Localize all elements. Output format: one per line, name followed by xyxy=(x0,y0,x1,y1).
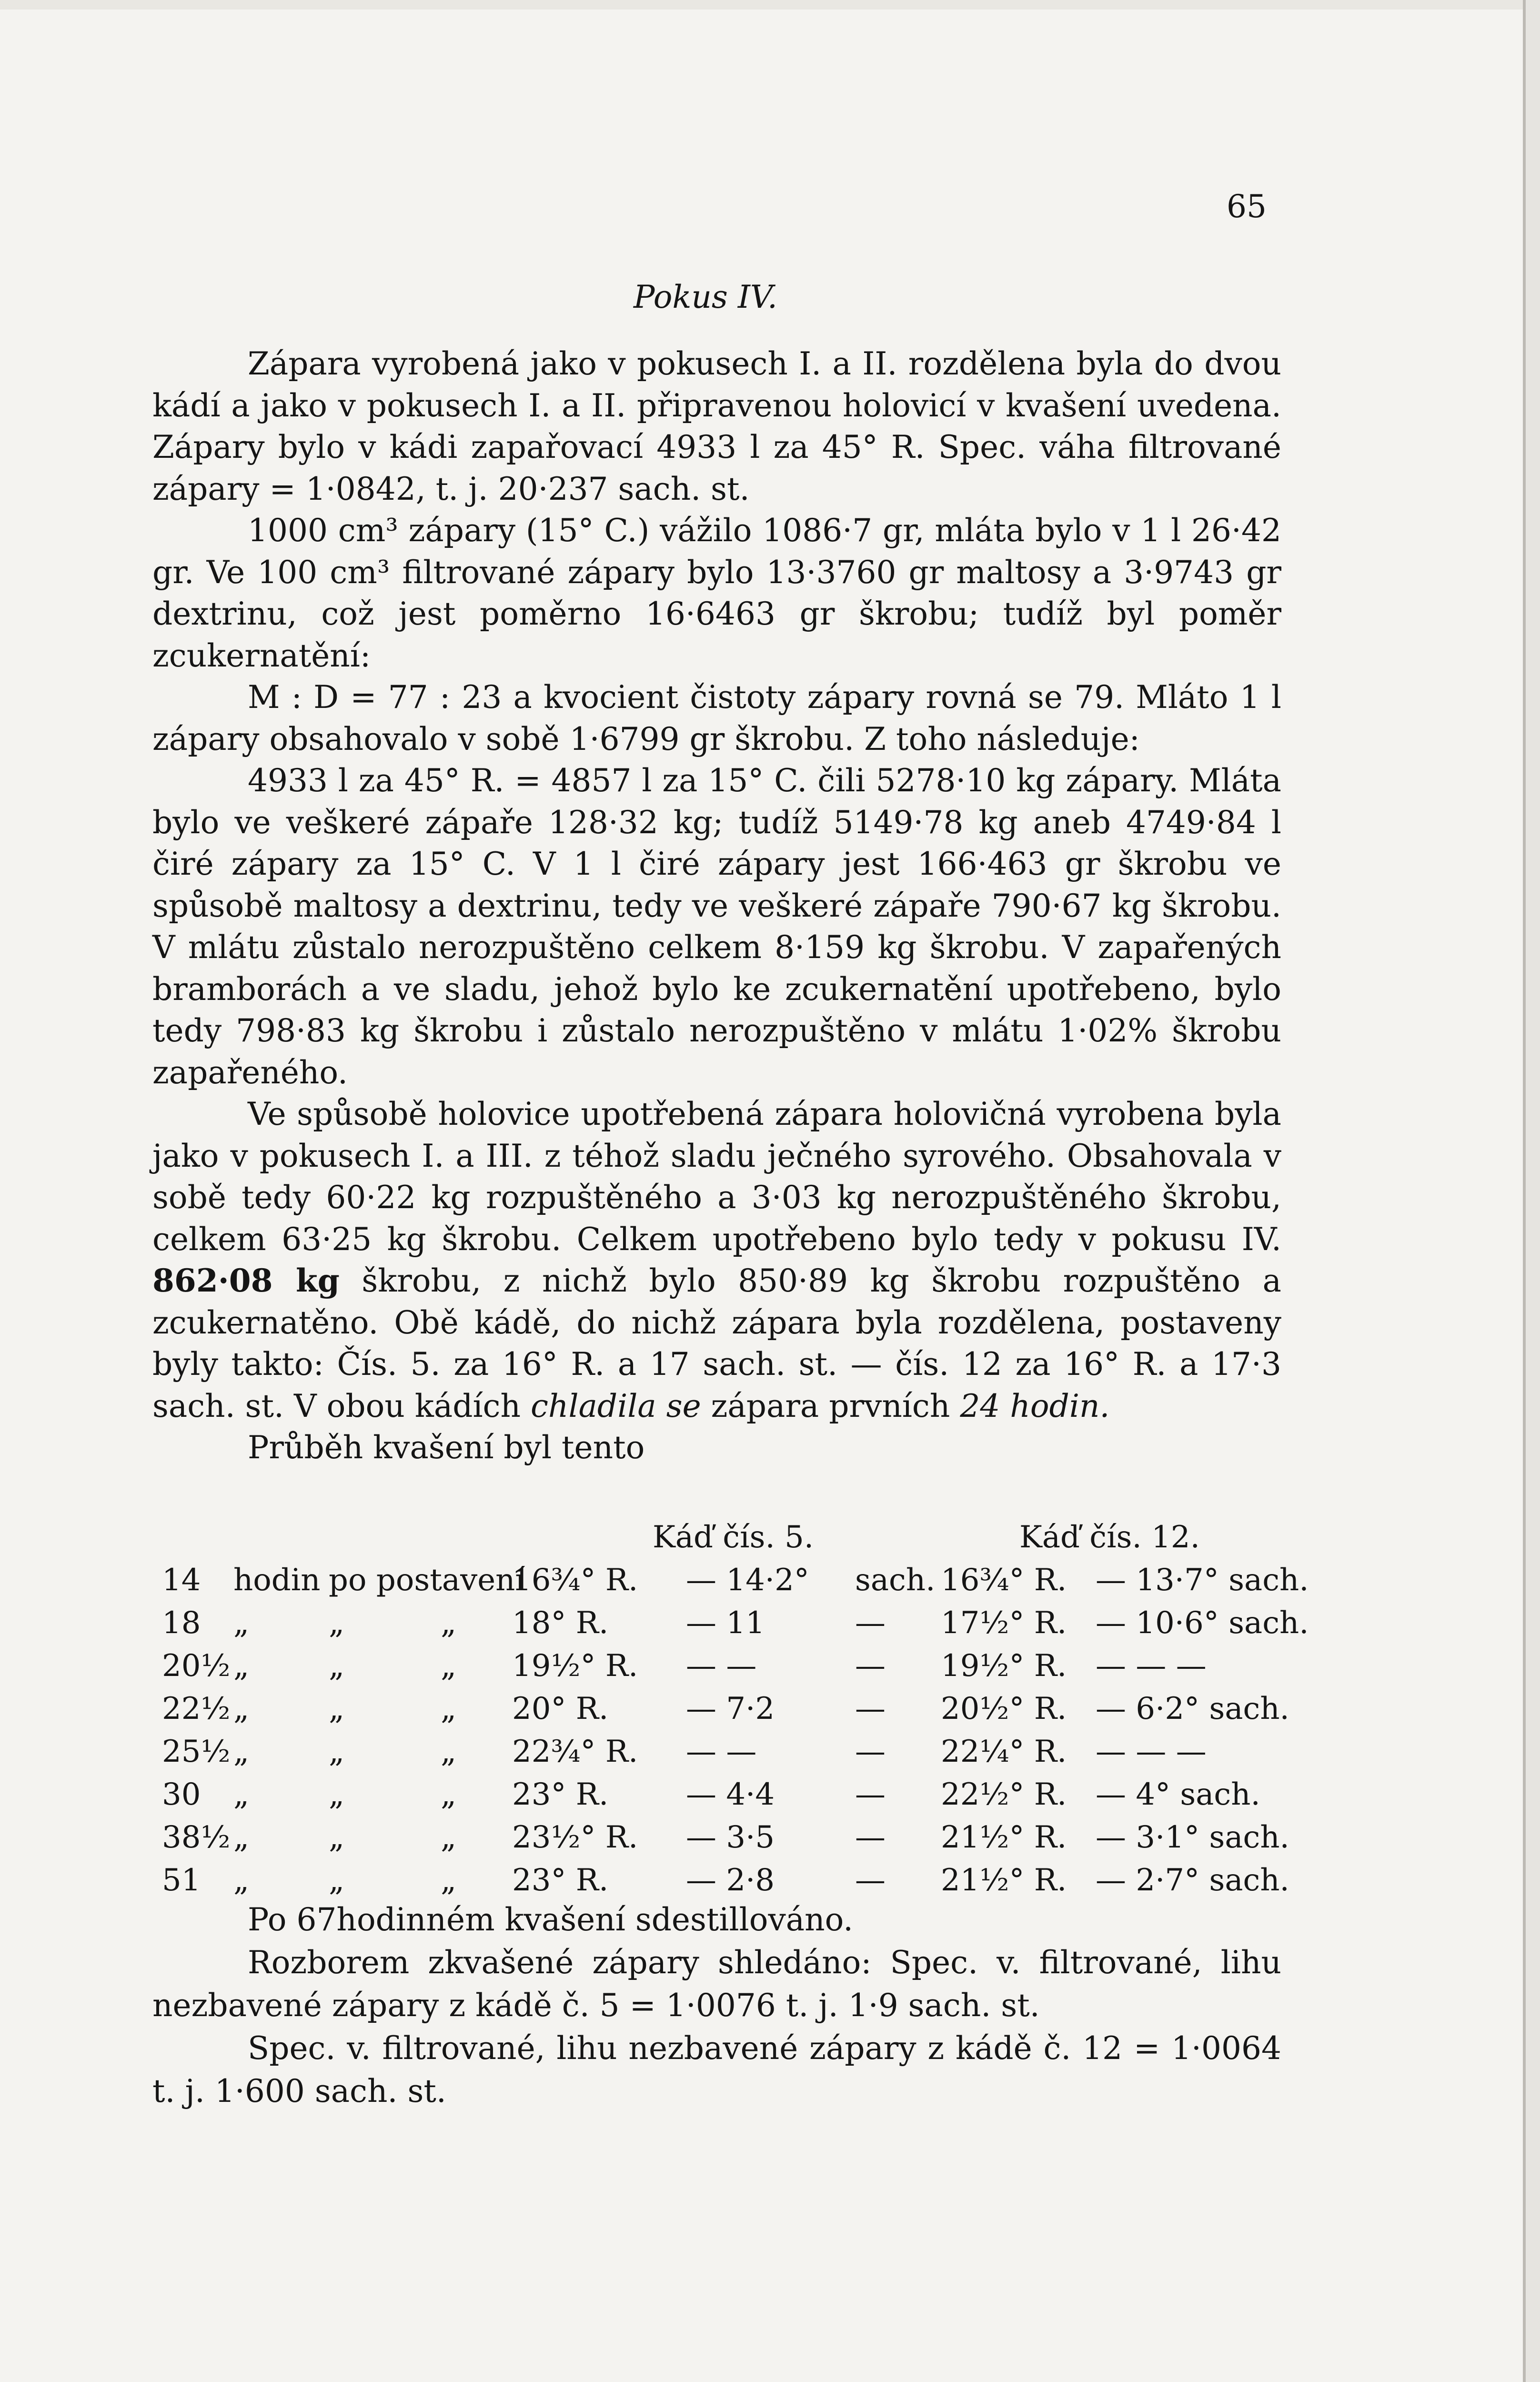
table-cell-d1: „ xyxy=(233,1691,250,1726)
table-cell-d1: „ xyxy=(233,1820,250,1855)
paragraph-5-part3: zápara prvních xyxy=(701,1387,960,1424)
table-cell-u5: — xyxy=(855,1777,886,1812)
page-right-edge xyxy=(1523,0,1540,2382)
table-cell-s12: — 3·1° sach. xyxy=(1096,1820,1289,1855)
header-vat-5: Káď čís. 5. xyxy=(653,1520,814,1555)
table-cell-time: 22½ xyxy=(162,1691,231,1726)
table-cell-t12: 22½° R. xyxy=(941,1777,1067,1812)
table-cell-d3: „ xyxy=(441,1863,457,1898)
table-cell-d1: „ xyxy=(233,1863,250,1898)
table-row xyxy=(162,1605,1309,1648)
table-cell-t5: 23° R. xyxy=(512,1777,609,1812)
table-cell-d3: „ xyxy=(441,1648,457,1684)
table-intro: Průběh kvašení byl tento xyxy=(248,1429,645,1466)
table-cell-t12: 16¾° R. xyxy=(941,1563,1067,1598)
table-cell-u5: — xyxy=(855,1820,886,1855)
paragraph-5-part2: škrobu, z nichž bylo 850·89 kg škrobu rozpuštěno a zcukernatěno. Obě kádě, do nichž zápara byla rozdělena, postaveny byly takto: Čís. 5. za 16° R. a 17 sach. st. — čís. 12 za 16° R. a 17·3 sach. st. V obou kádích xyxy=(152,1262,1281,1424)
table-cell-s12: — 13·7° sach. xyxy=(1096,1563,1309,1598)
table-cell-d1: „ xyxy=(233,1605,250,1641)
table-cell-time: 20½ xyxy=(162,1648,231,1684)
table-row xyxy=(162,1820,1291,1863)
table-row xyxy=(162,1734,1291,1777)
table-cell-u5: — xyxy=(855,1734,886,1769)
header-vat-12: Káď čís. 12. xyxy=(1019,1520,1200,1555)
paragraph-5-bold: 862·08 kg xyxy=(152,1262,340,1299)
table-cell-d2: „ xyxy=(329,1605,345,1641)
paragraph-5 xyxy=(152,1093,1281,1427)
table-cell-time: 51 xyxy=(162,1863,201,1898)
table-cell-s12: — 10·6° sach. xyxy=(1096,1605,1309,1641)
paragraph-5-part1: Ve spůsobě holovice upotřebená zápara holovičná vyrobena byla jako v pokusech I. a III. z téhož sladu ječného syrového. Obsahovala v sobě tedy 60·22 kg rozpuštěného a 3·03 kg nerozpuštěného škrobu, celkem 63·25 kg škrobu. Celkem upotřebeno bylo tedy v pokusu IV. xyxy=(152,1096,1281,1258)
paragraph-2: 1000 cm³ zápary (15° C.) vážilo 1086·7 gr, mláta bylo v 1 l 26·42 gr. Ve 100 cm³ filtrované zápary bylo 13·3760 gr maltosy a 3·9743 gr dextrinu, což jest poměrno 16·6463 gr škrobu; tudíž byl poměr zcukernatění: xyxy=(152,512,1281,674)
closing-paragraph-3: Spec. v. filtrované, lihu nezbavené zápary z kádě č. 12 = 1·0064 t. j. 1·600 sach. st. xyxy=(152,2030,1281,2109)
table-cell-d2: „ xyxy=(329,1648,345,1684)
table-cell-d1: „ xyxy=(233,1734,250,1769)
table-cell-t12: 21½° R. xyxy=(941,1820,1067,1855)
table-header-row xyxy=(162,1520,1291,1563)
table-cell-t5: 18° R. xyxy=(512,1605,609,1641)
table-cell-d3: „ xyxy=(441,1777,457,1812)
page-top-edge xyxy=(0,0,1540,10)
fermentation-table xyxy=(162,1520,1309,1906)
table-cell-t12: 17½° R. xyxy=(941,1605,1067,1641)
paragraph-1: Zápara vyrobená jako v pokusech I. a II. rozdělena byla do dvou kádí a jako v pokusech I. a II. připravenou holovicí v kvašení uvedena. Zápary bylo v kádi zapařovací 4933 l za 45° R. Spec. váha filtrované zápary = 1·0842, t. j. 20·237 sach. st. xyxy=(152,345,1281,507)
paragraph-5-italic-2: 24 hodin. xyxy=(960,1387,1110,1424)
table-cell-u5: — xyxy=(855,1605,886,1641)
table-cell-s12: — — — xyxy=(1096,1734,1207,1769)
table-cell-d2: „ xyxy=(329,1820,345,1855)
section-heading: Pokus IV. xyxy=(634,279,777,315)
table-cell-s12: — 2·7° sach. xyxy=(1096,1863,1289,1898)
table-cell-t5: 20° R. xyxy=(512,1691,609,1726)
table-cell-time: 14 xyxy=(162,1563,201,1598)
table-cell-t12: 19½° R. xyxy=(941,1648,1067,1684)
table-cell-d3: „ xyxy=(441,1691,457,1726)
table-cell-t5: 16¾° R. xyxy=(512,1563,638,1598)
table-cell-u5: sach. xyxy=(855,1563,936,1598)
table-cell-s5: — 11 xyxy=(686,1605,765,1641)
table-cell-d3: „ xyxy=(441,1820,457,1855)
table-cell-u5: — xyxy=(855,1648,886,1684)
table-cell-d1: „ xyxy=(233,1648,250,1684)
table-body xyxy=(162,1563,1309,1906)
table-cell-d1: hodin xyxy=(233,1563,321,1598)
table-cell-s5: — 3·5 xyxy=(686,1820,775,1855)
table-cell-t5: 23° R. xyxy=(512,1863,609,1898)
table-cell-time: 25½ xyxy=(162,1734,231,1769)
table-cell-s12: — 4° sach. xyxy=(1096,1777,1260,1812)
table-cell-time: 18 xyxy=(162,1605,201,1641)
paragraph-3: M : D = 77 : 23 a kvocient čistoty zápary rovná se 79. Mláto 1 l zápary obsahovalo v sobě 1·6799 gr škrobu. Z toho následuje: xyxy=(152,679,1281,757)
table-cell-time: 38½ xyxy=(162,1820,231,1855)
table-cell-d3: „ xyxy=(441,1734,457,1769)
table-cell-d3: „ xyxy=(441,1605,457,1641)
table-cell-d2: „ xyxy=(329,1777,345,1812)
table-cell-t12: 21½° R. xyxy=(941,1863,1067,1898)
table-cell-s12: — — — xyxy=(1096,1648,1207,1684)
table-cell-t5: 19½° R. xyxy=(512,1648,638,1684)
table-row xyxy=(162,1563,1309,1605)
table-cell-t12: 20½° R. xyxy=(941,1691,1067,1726)
closing-paragraph-1: Po 67hodinném kvašení sdestillováno. xyxy=(248,1901,854,1938)
table-cell-s5: — 4·4 xyxy=(686,1777,775,1812)
table-cell-t12: 22¼° R. xyxy=(941,1734,1067,1769)
page-number: 65 xyxy=(1227,188,1267,225)
table-cell-d2: „ xyxy=(329,1863,345,1898)
body-text xyxy=(152,343,1281,1469)
table-cell-t5: 23½° R. xyxy=(512,1820,638,1855)
table-cell-s5: — 2·8 xyxy=(686,1863,775,1898)
table-cell-u5: — xyxy=(855,1863,886,1898)
closing-paragraph-2: Rozborem zkvašené zápary shledáno: Spec. v. filtrované, lihu nezbavené zápary z kádě č. 5 = 1·0076 t. j. 1·9 sach. st. xyxy=(152,1944,1281,2024)
table-row xyxy=(162,1691,1291,1734)
table-cell-d2: „ xyxy=(329,1691,345,1726)
paragraph-4: 4933 l za 45° R. = 4857 l za 15° C. čili 5278·10 kg zápary. Mláta bylo ve veškeré zápaře 128·32 kg; tudíž 5149·78 kg aneb 4749·84 l čiré zápary za 15° C. V 1 l čiré zápary jest 166·463 gr škrobu ve spůsobě maltosy a dextrinu, tedy ve veškeré zápaře 790·67 kg škrobu. V mlátu zůstalo nerozpuštěno celkem 8·159 kg škrobu. V zapařených bramborách a ve sladu, jehož bylo ke zcukernatění upotřebeno, bylo tedy 798·83 kg škrobu i zůstalo nerozpuštěno v mlátu 1·02% škrobu zapařeného. xyxy=(152,762,1281,1091)
table-cell-u5: — xyxy=(855,1691,886,1726)
paragraph-5-italic-1: chladila se xyxy=(531,1387,701,1424)
table-cell-time: 30 xyxy=(162,1777,201,1812)
table-cell-s5: — 7·2 xyxy=(686,1691,775,1726)
table-cell-t5: 22¾° R. xyxy=(512,1734,638,1769)
table-cell-s5: — 14·2° xyxy=(686,1563,809,1598)
table-cell-s5: — — xyxy=(686,1648,757,1684)
table-cell-d2: „ xyxy=(329,1734,345,1769)
table-row xyxy=(162,1777,1291,1820)
table-cell-s12: — 6·2° sach. xyxy=(1096,1691,1289,1726)
closing-text xyxy=(152,1898,1281,2113)
table-row xyxy=(162,1648,1291,1691)
table-cell-d1: „ xyxy=(233,1777,250,1812)
table-cell-d2: po postavení xyxy=(329,1563,525,1598)
table-cell-s5: — — xyxy=(686,1734,757,1769)
